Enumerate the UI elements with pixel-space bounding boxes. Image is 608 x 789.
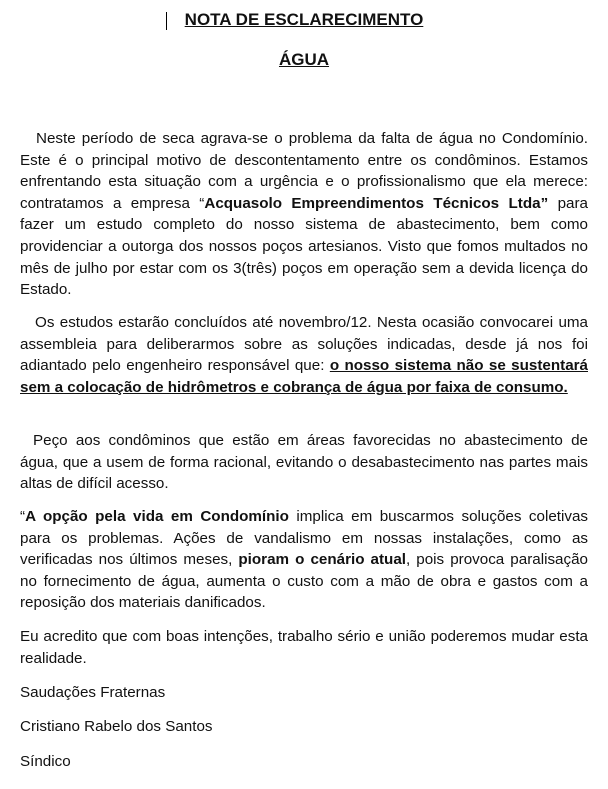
paragraph-text: Neste período de seca agrava-se o problema da falta de água no Condomínio. Este é o principal motivo de descontentamento entre os condôminos. Estamos enfrentando esta situação com a urgência e o profissionalismo que ela merece: contratamos a empresa “ bbox=[20, 130, 588, 212]
paragraph-text: Os estudos estarão concluídos até novembro/12. Nesta ocasião convocarei uma assembleia para deliberarmos sobre as soluções indicadas, desde já nos foi adiantado pelo engenheiro responsável que: bbox=[20, 314, 588, 375]
document-title: NOTA DE ESCLARECIMENTO bbox=[0, 10, 608, 30]
quote-mark: “ bbox=[20, 508, 26, 525]
bold-phrase: pioram o cenário atual bbox=[238, 551, 406, 569]
closing-salutation: Saudações Fraternas bbox=[20, 684, 166, 701]
paragraph-estudos bbox=[20, 312, 588, 398]
document-subtitle: ÁGUA bbox=[278, 50, 330, 69]
highlight-statement: o nosso sistema não se sustentará sem a colocação de hidrômetros e cobrança de água por faixa de consumo. bbox=[20, 357, 588, 396]
paragraph-condominos bbox=[20, 430, 588, 495]
paragraph-text: implica em buscarmos soluções coletivas para os problemas. Ações de vandalismo em nossas instalações, como as verificadas nos últimos meses, bbox=[20, 508, 589, 569]
signatory-role: Síndico bbox=[20, 753, 71, 770]
signatory-name: Cristiano Rabelo dos Santos bbox=[20, 718, 213, 735]
paragraph-text: Peço aos condôminos que estão em áreas favorecidas no abastecimento de água, que a usem de forma racional, evitando o desabastecimento nas partes mais altas de difícil acesso. bbox=[20, 432, 588, 493]
bold-phrase: A opção pela vida em Condomínio bbox=[25, 508, 289, 525]
company-name: Acquasolo Empreendimentos Técnicos Ltda” bbox=[204, 194, 549, 212]
paragraph-seca bbox=[20, 128, 588, 301]
paragraph-vida-condominio bbox=[20, 506, 588, 614]
paragraph-text: para fazer um estudo completo do nosso sistema de abastecimento, bem como providenciar a outorga dos nossos poços artesianos. Visto que fomos multados no mês de julho por estar com os 3(três) poços em operação sem a devida licença do Estado. bbox=[20, 194, 588, 299]
paragraph-acredito: Eu acredito que com boas intenções, trabalho sério e união poderemos mudar esta realidade. bbox=[20, 628, 588, 667]
paragraph-text: , pois provoca paralisação no fornecimento de água, aumenta o custo com a mão de obra e gastos com a reposição dos materiais danificados. bbox=[20, 551, 588, 612]
